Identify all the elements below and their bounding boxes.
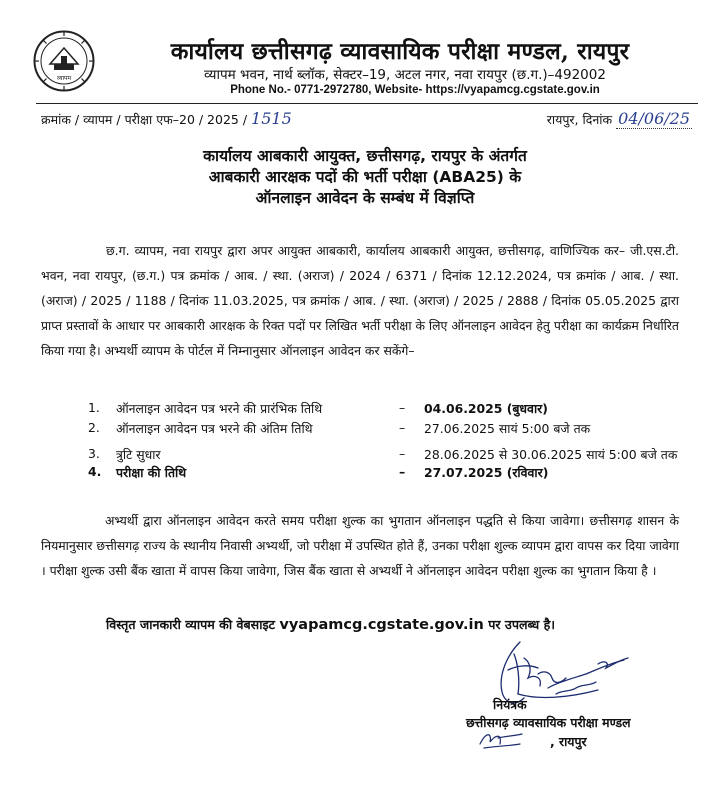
logo-text: व्यापम: [56, 75, 72, 82]
schedule-label: परीक्षा की तिथि: [116, 465, 187, 480]
schedule-row: [88, 464, 688, 484]
schedule-value: 28.06.2025 से 30.06.2025 सायं 5:00 बजे तक: [424, 447, 678, 462]
website-link[interactable]: vyapamcg.cgstate.gov.in: [279, 617, 484, 633]
reference-date: [547, 109, 692, 128]
handwritten-date: 04/06/25: [618, 109, 690, 128]
reference-handwritten-number: 1515: [251, 109, 292, 128]
schedule-label: त्रुटि सुधार: [116, 447, 161, 462]
initials-icon: [476, 726, 526, 752]
website-suffix: पर उपलब्ध है।: [488, 617, 556, 632]
website-prefix: विस्तृत जानकारी व्यापम की वेबसाइट: [106, 617, 275, 632]
date-prefix: रायपुर, दिनांक: [546, 112, 613, 127]
schedule-dash: –: [399, 464, 406, 479]
schedule-number: 2.: [88, 420, 100, 435]
org-contact: Phone No.- 0771-2972780, Website- https://vyapamcg.cgstate.gov.in: [230, 84, 600, 96]
schedule-number: 3.: [88, 446, 100, 461]
schedule-number: 1.: [88, 400, 100, 415]
body-paragraph-2: अभ्यर्थी द्वारा ऑनलाइन आवेदन करते समय परीक्षा शुल्क का भुगतान ऑनलाइन पद्धति से किया जावेगा। छत्तीसगढ़ शासन के नियमानुसार छत्तीसगढ़ राज्य के स्थानीय निवासी अभ्यर्थी, जो परीक्षा में उपस्थित होते हैं, उनका परीक्षा शुल्क व्यापम द्वारा वापस कर दिया जावेगा । परीक्षा शुल्क उसी बैंक खाता में वापस किया जावेगा, जिस बैंक खाता से अभ्यर्थी ने ऑनलाइन आवेदन परीक्षा शुल्क का भुगतान किया है ।: [41, 513, 679, 578]
schedule-row: [88, 420, 688, 440]
signatory-city: , रायपुर: [550, 734, 587, 749]
signatory-org: छत्तीसगढ़ व्यावसायिक परीक्षा मण्डल: [466, 715, 631, 730]
schedule-label: ऑनलाइन आवेदन पत्र भरने की प्रारंभिक तिथि: [116, 401, 323, 416]
body-paragraph-1: छ.ग. व्यापम, नवा रायपुर द्वारा अपर आयुक्त आबकारी, कार्यालय आबकारी आयुक्त, छत्तीसगढ़, वाणिज्यिक कर– जी.एस.टी. भवन, नवा रायपुर, (छ.ग.) पत्र क्रमांक / आब. / स्था. (अराज) / 2024 / 6371 / दिनांक 12.12.2024, पत्र क्रमांक / आब. / स्था. (अराज) / 2025 / 1188 / दिनांक 11.03.2025, पत्र क्रमांक / आब. / स्था. (अराज) / 2025 / 2888 / दिनांक 05.05.2025 द्वारा प्राप्त प्रस्तावों के आधार पर आबकारी आरक्षक के रिक्त पदों पर लिखित भर्ती परीक्षा के लिए ऑनलाइन आवेदन हेतु परीक्षा का कार्यक्रम निर्धारित किया गया है। अभ्यर्थी व्यापम के पोर्टल में निम्नानुसार ऑनलाइन आवेदन कर सकेंगे–: [41, 243, 679, 358]
subject-line-3: ऑनलाइन आवेदन के सम्बंध में विज्ञप्ति: [255, 189, 475, 207]
schedule-dash: –: [399, 446, 406, 461]
org-address: व्यापम भवन, नार्थ ब्लॉक, सेक्टर–19, अटल नगर, नवा रायपुर (छ.ग.)–492002: [204, 67, 606, 83]
signatory-title: नियंत्रक: [493, 697, 527, 712]
website-line: [106, 616, 555, 633]
subject-line-1: कार्यालय आबकारी आयुक्त, छत्तीसगढ़, रायपुर के अंतर्गत: [203, 147, 527, 165]
schedule-value: 27.07.2025 (रविवार): [424, 465, 549, 480]
org-name: कार्यालय छत्तीसगढ़ व्यावसायिक परीक्षा मण्डल, रायपुर: [170, 38, 630, 65]
reference-number: [41, 109, 292, 128]
schedule-value: 04.06.2025 (बुधवार): [424, 401, 548, 416]
schedule-value: 27.06.2025 सायं 5:00 बजे तक: [424, 421, 591, 436]
reference-prefix: क्रमांक / व्यापम / परीक्षा एफ–20 / 2025 /: [41, 112, 248, 127]
subject-line-2: आबकारी आरक्षक पदों की भर्ती परीक्षा (ABA25) के: [208, 168, 522, 186]
notice-subject: [40, 146, 690, 209]
schedule-label: ऑनलाइन आवेदन पत्र भरने की अंतिम तिथि: [116, 421, 313, 436]
schedule-dash: –: [399, 420, 406, 435]
schedule-row: [88, 400, 688, 420]
schedule-number: 4.: [88, 464, 102, 479]
schedule-row: [88, 446, 688, 466]
vyapam-seal-icon: [33, 30, 95, 92]
header-divider: [36, 103, 698, 104]
schedule-dash: –: [399, 400, 406, 415]
